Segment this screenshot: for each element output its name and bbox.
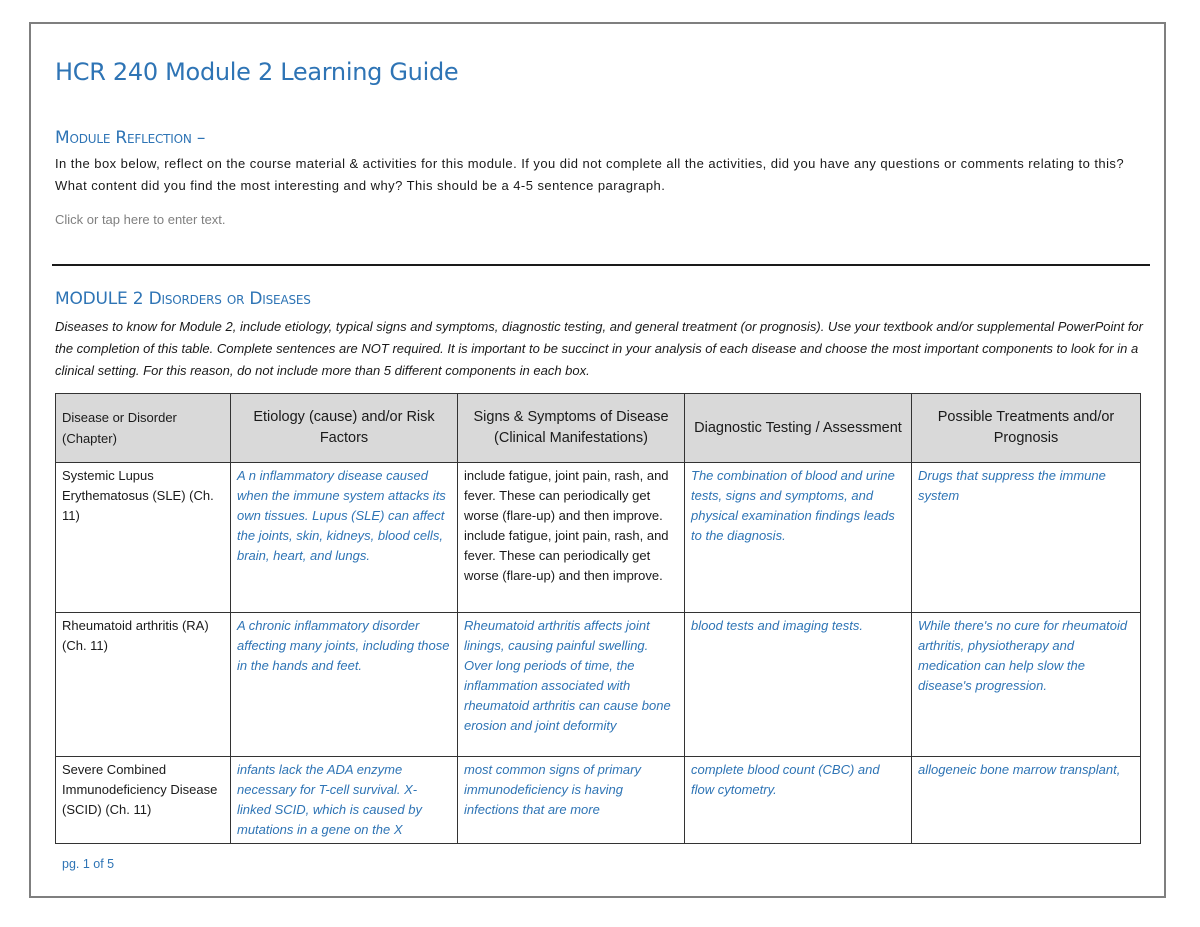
treatment-cell[interactable]: Drugs that suppress the immune system bbox=[912, 463, 1141, 613]
table-instructions: Diseases to know for Module 2, include etiology, typical signs and symptoms, diagnostic testing, and general treatment (or prognosis). Use your textbook and/or supplemental PowerPoint for the completion of this table. Complete sentences are NOT required. It is important to be succinct in your analysis of each disease and choose the most important components to look for in a clinical setting. For this reason, do not include more than 5 different components in each box. bbox=[55, 319, 1143, 378]
etiology-cell[interactable]: infants lack the ADA enzyme necessary for T-cell survival. X-linked SCID, which is caused by mutations in a gene on the X bbox=[231, 757, 458, 844]
disorders-heading: MODULE 2 Disorders or Diseases bbox=[55, 289, 311, 309]
etiology-cell[interactable]: A chronic inflammatory disorder affecting many joints, including those in the hands and feet. bbox=[231, 613, 458, 757]
disease-table bbox=[55, 393, 1141, 844]
diagnostic-cell[interactable]: blood tests and imaging tests. bbox=[685, 613, 912, 757]
table-row bbox=[56, 463, 1141, 613]
header-etiology: Etiology (cause) and/or Risk Factors bbox=[231, 394, 458, 463]
symptoms-cell[interactable]: most common signs of primary immunodeficiency is having infections that are more bbox=[458, 757, 685, 844]
etiology-cell[interactable]: A n inflammatory disease caused when the immune system attacks its own tissues. Lupus (SLE) can affect the joints, skin, kidneys, blood cells, brain, heart, and lungs. bbox=[231, 463, 458, 613]
header-treatment: Possible Treatments and/or Prognosis bbox=[912, 394, 1141, 463]
reflection-instructions: In the box below, reflect on the course material & activities for this module. If you did not complete all the activities, did you have any questions or comments relating to this? What content did you find the most interesting and why? This should be a 4-5 sentence paragraph. bbox=[55, 156, 1125, 193]
header-disease: Disease or Disorder (Chapter) bbox=[56, 394, 231, 463]
diagnostic-cell[interactable]: The combination of blood and urine tests, signs and symptoms, and physical examination findings leads to the diagnosis. bbox=[685, 463, 912, 613]
disease-name-cell: Rheumatoid arthritis (RA) (Ch. 11) bbox=[56, 613, 231, 757]
treatment-cell[interactable]: While there's no cure for rheumatoid arthritis, physiotherapy and medication can help slow the disease's progression. bbox=[912, 613, 1141, 757]
header-diagnostic: Diagnostic Testing / Assessment bbox=[685, 394, 912, 463]
page-title: HCR 240 Module 2 Learning Guide bbox=[55, 58, 459, 86]
table-header-row bbox=[56, 394, 1141, 463]
section-divider bbox=[52, 264, 1150, 266]
page-number: pg. 1 of 5 bbox=[62, 857, 115, 871]
table-row bbox=[56, 757, 1141, 844]
table-row bbox=[56, 613, 1141, 757]
treatment-cell[interactable]: allogeneic bone marrow transplant, bbox=[912, 757, 1141, 844]
symptoms-cell[interactable]: include fatigue, joint pain, rash, and fever. These can periodically get worse (flare-up) and then improve. include fatigue, joint pain, rash, and fever. These can periodically get worse (flare-up) and then improve. bbox=[458, 463, 685, 613]
symptoms-cell[interactable]: Rheumatoid arthritis affects joint linings, causing painful swelling. Over long periods of time, the inflammation associated with rheumatoid arthritis can cause bone erosion and joint deformity bbox=[458, 613, 685, 757]
diagnostic-cell[interactable]: complete blood count (CBC) and flow cytometry. bbox=[685, 757, 912, 844]
disease-name-cell: Systemic Lupus Erythematosus (SLE) (Ch. 11) bbox=[56, 463, 231, 613]
reflection-heading: Module Reflection – bbox=[55, 128, 206, 148]
disease-name-cell: Severe Combined Immunodeficiency Disease (SCID) (Ch. 11) bbox=[56, 757, 231, 844]
header-symptoms: Signs & Symptoms of Disease (Clinical Manifestations) bbox=[458, 394, 685, 463]
reflection-input-field[interactable]: Click or tap here to enter text. bbox=[55, 212, 226, 227]
